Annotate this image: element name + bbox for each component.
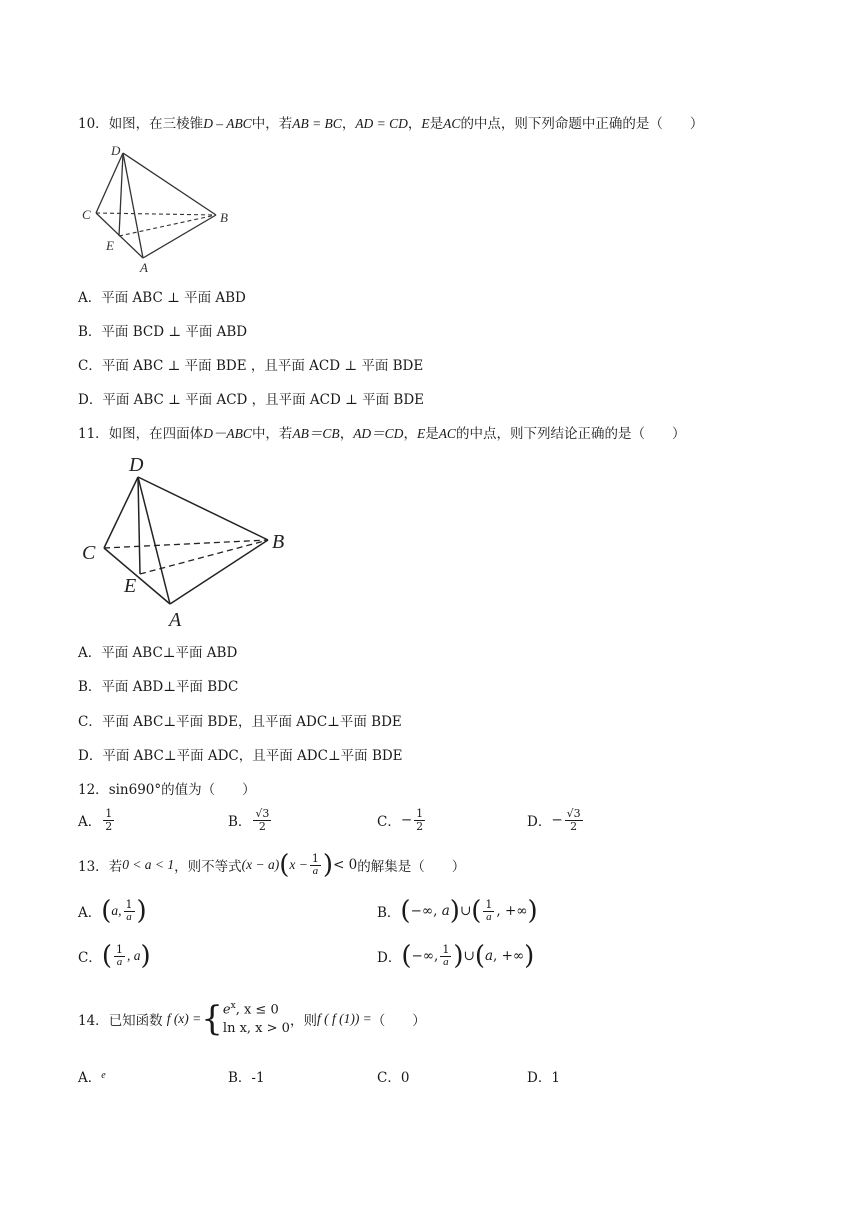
q10-option-a[interactable]: A．平面 ABC ⊥ 平面 ABD	[78, 290, 246, 306]
q11-label-d: D	[129, 454, 144, 476]
q12-option-c[interactable]: C．− $\frac{1}{2}$	[377, 807, 424, 833]
q11-option-a[interactable]: A．平面 ABC⊥平面 ABD	[78, 645, 238, 661]
q10-label-c: C	[82, 207, 91, 222]
q10-stem: 10．如图，在三棱锥D – ABC中，若AB = BC，AD = CD，E是AC的中点，则下列命题中正确的是（ ）	[78, 116, 704, 132]
q13-stem: 13．若0 < a < 1，则不等式(x − a)(x − $\frac{1}{a}$ )< 0的解集是（ ）	[78, 850, 466, 880]
q10-label-d: D	[111, 143, 121, 158]
q13-option-b[interactable]: B．(−∞, a)∪( $\frac{1}{a}$ , +∞)	[377, 896, 538, 926]
q10-option-b[interactable]: B．平面 BCD ⊥ 平面 ABD	[78, 324, 248, 340]
q11-tetrahedron-figure	[78, 450, 308, 630]
q12-c-fraction: $\frac{1}{2}$	[416, 807, 424, 833]
q11-stem: 11．如图，在四面体D－ABC中，若AB＝CB，AD＝CD，E是AC的中点，则下列结论正确的是（ ）	[78, 426, 686, 442]
q11-label-a: A	[169, 609, 182, 630]
q10-label-a: A	[140, 260, 148, 275]
q12-option-b[interactable]: B． $\frac{√3}{2}$	[228, 807, 270, 833]
q10-label-b: B	[220, 210, 228, 225]
q14-option-c[interactable]: C．0	[377, 1070, 410, 1086]
q14-stem: 14．已知函数 f (x) ={ $e^x$, x ≤ 0 ln x, x > 0 ，则f ( f (1)) =（ ）	[78, 998, 426, 1039]
q13-option-c[interactable]: C．( $\frac{1}{a}$ , a)	[78, 941, 151, 971]
q10-label-e: E	[106, 238, 114, 253]
q12-d-fraction: $\frac{√3}{2}$	[566, 807, 581, 833]
q13-option-a[interactable]: A．(a, $\frac{1}{a}$ )	[78, 896, 147, 926]
q11-option-c[interactable]: C．平面 ABC⊥平面 BDE，且平面 ADC⊥平面 BDE	[78, 714, 402, 730]
q14-piecewise: $e^x$, x ≤ 0 ln x, x > 0	[222, 1001, 290, 1036]
q12-a-fraction: $\frac{1}{2}$	[105, 807, 113, 833]
q10-option-c[interactable]: C．平面 ABC ⊥ 平面 BDE ，且平面 ACD ⊥ 平面 BDE	[78, 358, 424, 374]
q12-option-d[interactable]: D．− $\frac{√3}{2}$	[527, 807, 581, 833]
q11-option-b[interactable]: B．平面 ABD⊥平面 BDC	[78, 679, 239, 695]
q11-label-e: E	[124, 575, 137, 597]
q10-pyramid-figure	[78, 140, 248, 276]
q12-option-a[interactable]: A． $\frac{1}{2}$	[78, 807, 113, 833]
q11-option-d[interactable]: D．平面 ABC⊥平面 ADC，且平面 ADC⊥平面 BDE	[78, 748, 403, 764]
q14-option-b[interactable]: B．-1	[228, 1070, 265, 1086]
q11-label-c: C	[82, 542, 96, 564]
q10-option-d[interactable]: D．平面 ABC ⊥ 平面 ACD ，且平面 ACD ⊥ 平面 BDE	[78, 392, 424, 408]
q12-b-fraction: $\frac{√3}{2}$	[255, 807, 270, 833]
q12-stem: 12．sin690°的值为（ ）	[78, 782, 256, 798]
q14-option-a[interactable]: A．$^e$	[78, 1070, 106, 1086]
q11-label-b: B	[272, 531, 285, 553]
q14-option-d[interactable]: D．1	[527, 1070, 560, 1086]
q13-option-d[interactable]: D．(−∞, $\frac{1}{a}$ )∪(a, +∞)	[377, 941, 535, 971]
